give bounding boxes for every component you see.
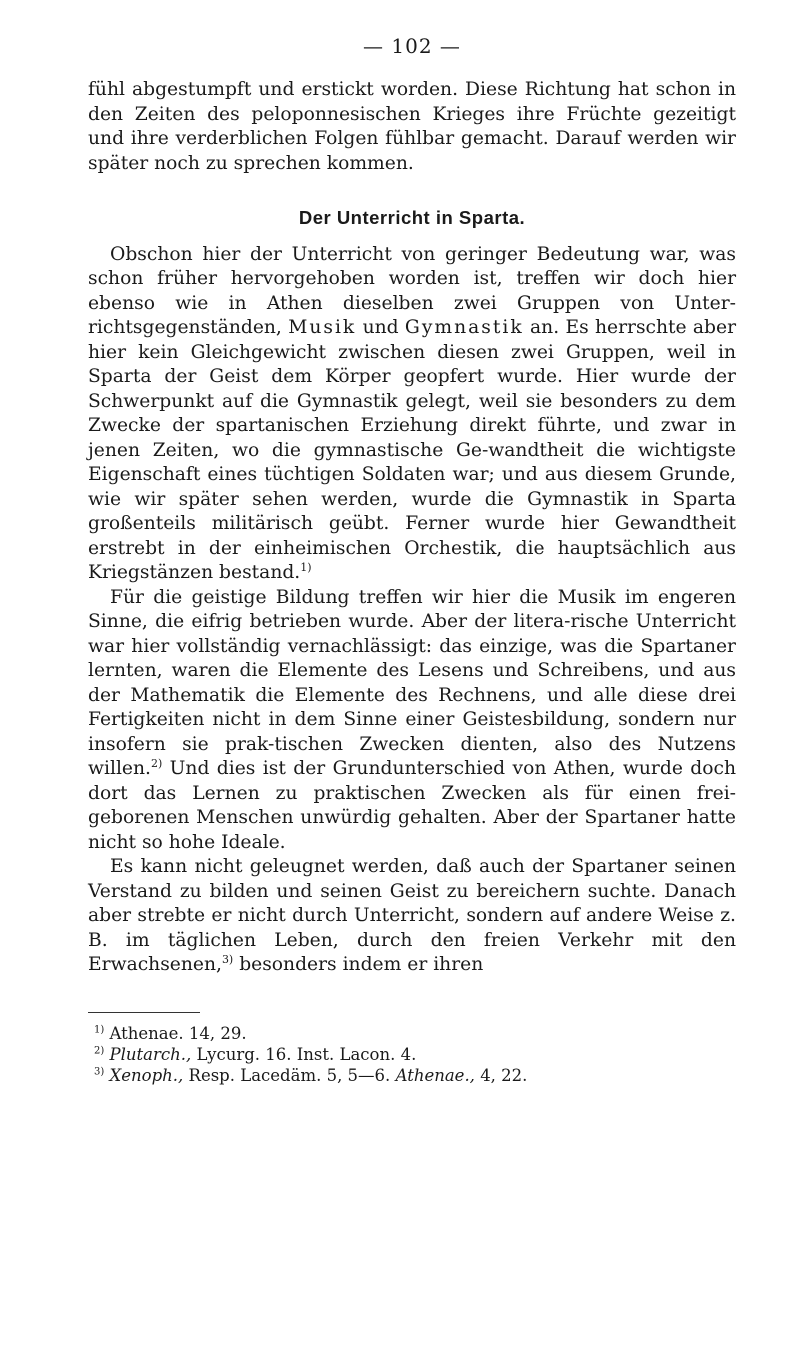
paragraph-continued: fühl abgestumpft und erstickt worden. Diese Richtung hat schon in den Zeiten des peloponnesischen Krieges ihre Früchte gezeitigt und ihre verderblichen Folgen fühlbar gemacht. Darauf werden wir später noch zu sprechen kommen.: [88, 79, 736, 174]
paragraph-text: und: [362, 317, 399, 338]
footnote-divider: [88, 1012, 200, 1013]
footnote-text: Athenae. 14, 29.: [109, 1023, 247, 1043]
paragraph-geistige-bildung: [88, 586, 736, 856]
page-number: — 102 —: [363, 34, 461, 58]
footnote-marker: 1): [94, 1024, 105, 1035]
footnote-marker: 3): [94, 1066, 105, 1077]
footnote-author: Athenae.,: [395, 1065, 475, 1085]
footnote-ref: 2): [150, 756, 163, 770]
footnote-text: Lycurg. 16. Inst. Lacon. 4.: [196, 1044, 417, 1064]
paragraph-sparta-intro: [88, 243, 736, 586]
paragraph-text: Es kann nicht geleugnet werden, daß auch der Spartaner seinen Verstand zu bilden und seinen Geist zu bereichern suchte. Danach aber strebte er nicht durch Unterricht, sondern auf andere Weise z. B. im täglichen Leben, durch den freien Verkehr mit den Erwachsenen,: [88, 856, 736, 975]
footnote-author: Plutarch.,: [109, 1044, 192, 1064]
emphasis-gymnastik: Gymnastik: [404, 317, 524, 338]
paragraph-text: besonders indem er ihren: [239, 954, 484, 975]
footnote: [94, 1044, 736, 1065]
footnote-marker: 2): [94, 1045, 105, 1056]
section-heading: Der Unterricht in Sparta.: [298, 207, 526, 228]
paragraph-text: an. Es herrschte aber hier kein Gleichgewicht zwischen diesen zwei Gruppen, weil in Sparta der Geist dem Körper geopfert wurde. Hier wurde der Schwerpunkt auf die Gymnastik gelegt, weil sie besonders zu dem Zwecke der spartanischen Erziehung direkt führte, und zwar in jenen Zeiten, wo die gymnastische Ge-wandtheit die wichtigste Eigenschaft eines tüchtigen Soldaten war; und aus diesem Grunde, wie wir später sehen werden, wurde die Gymnastik in Sparta großenteils militärisch geübt. Ferner wurde hier Gewandtheit erstrebt in der einheimischen Orchestik, die hauptsächlich aus Kriegstänzen bestand.: [88, 317, 736, 583]
footnotes: [88, 1023, 736, 1086]
footnote: [94, 1023, 736, 1044]
paragraph-text: Obschon hier der Unterricht von geringer Bedeutung war, was schon früher hervorgehoben worden ist, treffen wir doch hier ebenso wie in Athen dieselben zwei Gruppen von Unter-richtsgegenständen,: [88, 243, 736, 338]
paragraph-text: Und dies ist der Grundunterschied von Athen, wurde doch dort das Lernen zu praktischen Zwecken als für einen frei-geborenen Menschen unwürdig gehalten. Aber der Spartaner hatte nicht so hohe Ideale.: [88, 758, 736, 853]
footnote: [94, 1065, 736, 1086]
footnote-text: 4, 22.: [480, 1065, 528, 1085]
footnote-author: Xenoph.,: [109, 1065, 184, 1085]
body-text: [88, 78, 736, 978]
paragraph-text: Für die geistige Bildung treffen wir hier die Musik im engeren Sinne, die eifrig betrieben wurde. Aber der litera-rische Unterricht war hier vollständig vernachlässigt: das einzige, was die Spartaner lernten, waren die Elemente des Lesens und Schreibens, und aus der Mathematik die Elemente des Rechnens, und alle diese drei Fertigkeiten nicht in dem Sinne einer Geistesbildung, sondern nur insofern sie prak-tischen Zwecken dienten, also des Nutzens willen.: [88, 586, 736, 779]
footnote-ref: 3): [221, 952, 234, 966]
footnote-ref: 1): [300, 560, 312, 574]
paragraph-verstand: [88, 855, 736, 978]
book-page: [88, 34, 736, 1086]
footnote-text: Resp. Lacedäm. 5, 5—6.: [188, 1065, 391, 1085]
emphasis-musik: Musik: [288, 317, 357, 338]
